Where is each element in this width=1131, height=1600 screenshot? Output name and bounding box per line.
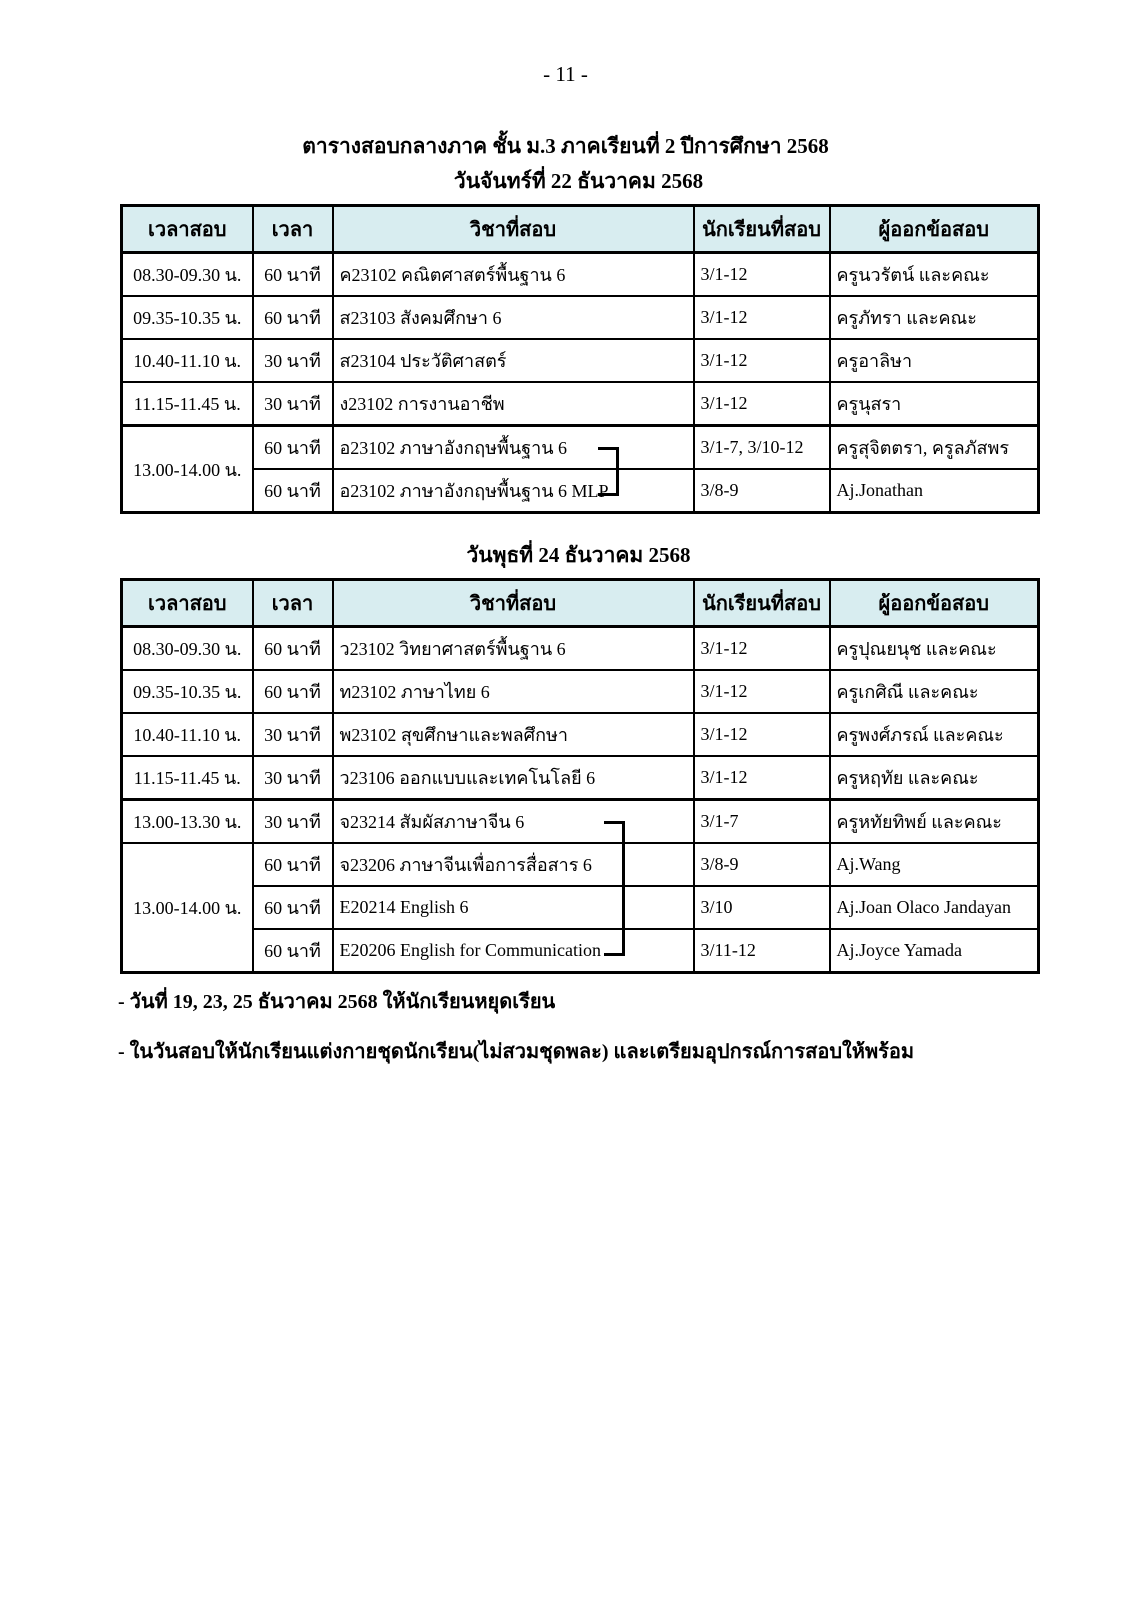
subject-cell: ส23103 สังคมศึกษา 6 [333, 296, 694, 339]
exam-time-cell: 09.35-10.35 น. [122, 670, 253, 713]
examiner-cell: ครูอาลิษา [830, 339, 1039, 382]
exam-time-cell: 11.15-11.45 น. [122, 756, 253, 800]
duration-cell: 30 นาที [253, 339, 333, 382]
subject-cell: E20214 English 6 [333, 886, 694, 929]
students-cell: 3/1-12 [694, 713, 830, 756]
subject-cell: ว23102 วิทยาศาสตร์พื้นฐาน 6 [333, 627, 694, 671]
examiner-cell: ครูเกศิณี และคณะ [830, 670, 1039, 713]
table-row [122, 713, 1039, 756]
duration-cell: 60 นาที [253, 929, 333, 973]
duration-cell: 30 นาที [253, 382, 333, 426]
header-row [122, 206, 1039, 253]
examiner-cell: ครูนวรัตน์ และคณะ [830, 253, 1039, 297]
page-number: - 11 - [543, 62, 588, 86]
exam-table-wrap [120, 204, 1037, 514]
exam-time-cell: 13.00-14.00 น. [122, 843, 253, 973]
exam-time-cell: 13.00-13.30 น. [122, 800, 253, 844]
students-cell: 3/1-12 [694, 627, 830, 671]
exam-time-cell: 13.00-14.00 น. [122, 426, 253, 513]
subject-cell: E20206 English for Communication [333, 929, 694, 973]
exam-time-cell: 11.15-11.45 น. [122, 382, 253, 426]
exam-day-section-monday [120, 166, 1037, 514]
exam-time-cell: 08.30-09.30 น. [122, 253, 253, 297]
subject-cell: อ23102 ภาษาอังกฤษพื้นฐาน 6 [333, 426, 694, 470]
document-title: ตารางสอบกลางภาค ชั้น ม.3 ภาคเรียนที่ 2 ปีการศึกษา 2568 [302, 134, 829, 158]
exam-time-cell: 09.35-10.35 น. [122, 296, 253, 339]
students-cell: 3/1-7 [694, 800, 830, 844]
duration-cell: 30 นาที [253, 756, 333, 800]
duration-cell: 60 นาที [253, 296, 333, 339]
subject-cell: ง23102 การงานอาชีพ [333, 382, 694, 426]
examiner-cell: ครูนุสรา [830, 382, 1039, 426]
subject-cell: จ23206 ภาษาจีนเพื่อการสื่อสาร 6 [333, 843, 694, 886]
exam-schedule-table [120, 204, 1040, 514]
students-cell: 3/1-12 [694, 339, 830, 382]
subject-cell: ว23106 ออกแบบและเทคโนโลยี 6 [333, 756, 694, 800]
examiner-cell: ครูพงศ์ภรณ์ และคณะ [830, 713, 1039, 756]
column-header: เวลา [253, 580, 333, 627]
subject-cell: ท23102 ภาษาไทย 6 [333, 670, 694, 713]
examiner-cell: Aj.Jonathan [830, 469, 1039, 513]
students-cell: 3/8-9 [694, 469, 830, 513]
table-row [122, 627, 1039, 671]
students-cell: 3/1-7, 3/10-12 [694, 426, 830, 470]
students-cell: 3/1-12 [694, 382, 830, 426]
duration-cell: 60 นาที [253, 627, 333, 671]
table-row [122, 756, 1039, 800]
examiner-cell: ครูปุณยนุช และคณะ [830, 627, 1039, 671]
column-header: เวลาสอบ [122, 580, 253, 627]
table-row [122, 253, 1039, 297]
subject-cell: อ23102 ภาษาอังกฤษพื้นฐาน 6 MLP [333, 469, 694, 513]
exam-table-wrap [120, 578, 1037, 974]
table-row [122, 296, 1039, 339]
duration-cell: 60 นาที [253, 670, 333, 713]
subject-cell: พ23102 สุขศึกษาและพลศึกษา [333, 713, 694, 756]
students-cell: 3/1-12 [694, 670, 830, 713]
exam-time-cell: 10.40-11.10 น. [122, 713, 253, 756]
exam-time-cell: 10.40-11.10 น. [122, 339, 253, 382]
examiner-cell: ครูหฤทัย และคณะ [830, 756, 1039, 800]
students-cell: 3/1-12 [694, 253, 830, 297]
table-row [122, 426, 1039, 470]
duration-cell: 60 นาที [253, 843, 333, 886]
note-line: - วันที่ 19, 23, 25 ธันวาคม 2568 ให้นักเรียนหยุดเรียน [118, 991, 556, 1013]
examiner-cell: Aj.Joyce Yamada [830, 929, 1039, 973]
footer-notes [118, 988, 1078, 1066]
column-header: วิชาที่สอบ [333, 206, 694, 253]
column-header: เวลา [253, 206, 333, 253]
subject-cell: ส23104 ประวัติศาสตร์ [333, 339, 694, 382]
table-row [122, 929, 1039, 973]
column-header: ผู้ออกข้อสอบ [830, 580, 1039, 627]
table-row [122, 339, 1039, 382]
subject-cell: จ23214 สัมผัสภาษาจีน 6 [333, 800, 694, 844]
exam-date-heading: วันจันทร์ที่ 22 ธันวาคม 2568 [453, 169, 704, 193]
duration-cell: 30 นาที [253, 713, 333, 756]
examiner-cell: ครูภัทรา และคณะ [830, 296, 1039, 339]
exam-date-heading: วันพุธที่ 24 ธันวาคม 2568 [466, 543, 691, 567]
subject-cell: ค23102 คณิตศาสตร์พื้นฐาน 6 [333, 253, 694, 297]
column-header: วิชาที่สอบ [333, 580, 694, 627]
students-cell: 3/11-12 [694, 929, 830, 973]
table-row [122, 670, 1039, 713]
examiner-cell: Aj.Wang [830, 843, 1039, 886]
column-header: ผู้ออกข้อสอบ [830, 206, 1039, 253]
column-header: นักเรียนที่สอบ [694, 580, 830, 627]
exam-day-section-wednesday [120, 540, 1037, 974]
examiner-cell: Aj.Joan Olaco Jandayan [830, 886, 1039, 929]
column-header: เวลาสอบ [122, 206, 253, 253]
students-cell: 3/1-12 [694, 296, 830, 339]
examiner-cell: ครูสุจิตตรา, ครูลภัสพร [830, 426, 1039, 470]
header-row [122, 580, 1039, 627]
examiner-cell: ครูหทัยทิพย์ และคณะ [830, 800, 1039, 844]
duration-cell: 60 นาที [253, 253, 333, 297]
exam-schedule-table [120, 578, 1040, 974]
table-row [122, 843, 1039, 886]
table-row [122, 469, 1039, 513]
students-cell: 3/1-12 [694, 756, 830, 800]
note-line: - ในวันสอบให้นักเรียนแต่งกายชุดนักเรียน(ไม่สวมชุดพละ) และเตรียมอุปกรณ์การสอบให้พร้อม [118, 1041, 915, 1063]
duration-cell: 60 นาที [253, 469, 333, 513]
exam-time-cell: 08.30-09.30 น. [122, 627, 253, 671]
duration-cell: 60 นาที [253, 426, 333, 470]
duration-cell: 30 นาที [253, 800, 333, 844]
table-row [122, 382, 1039, 426]
column-header: นักเรียนที่สอบ [694, 206, 830, 253]
duration-cell: 60 นาที [253, 886, 333, 929]
table-row [122, 886, 1039, 929]
table-row [122, 800, 1039, 844]
students-cell: 3/10 [694, 886, 830, 929]
students-cell: 3/8-9 [694, 843, 830, 886]
